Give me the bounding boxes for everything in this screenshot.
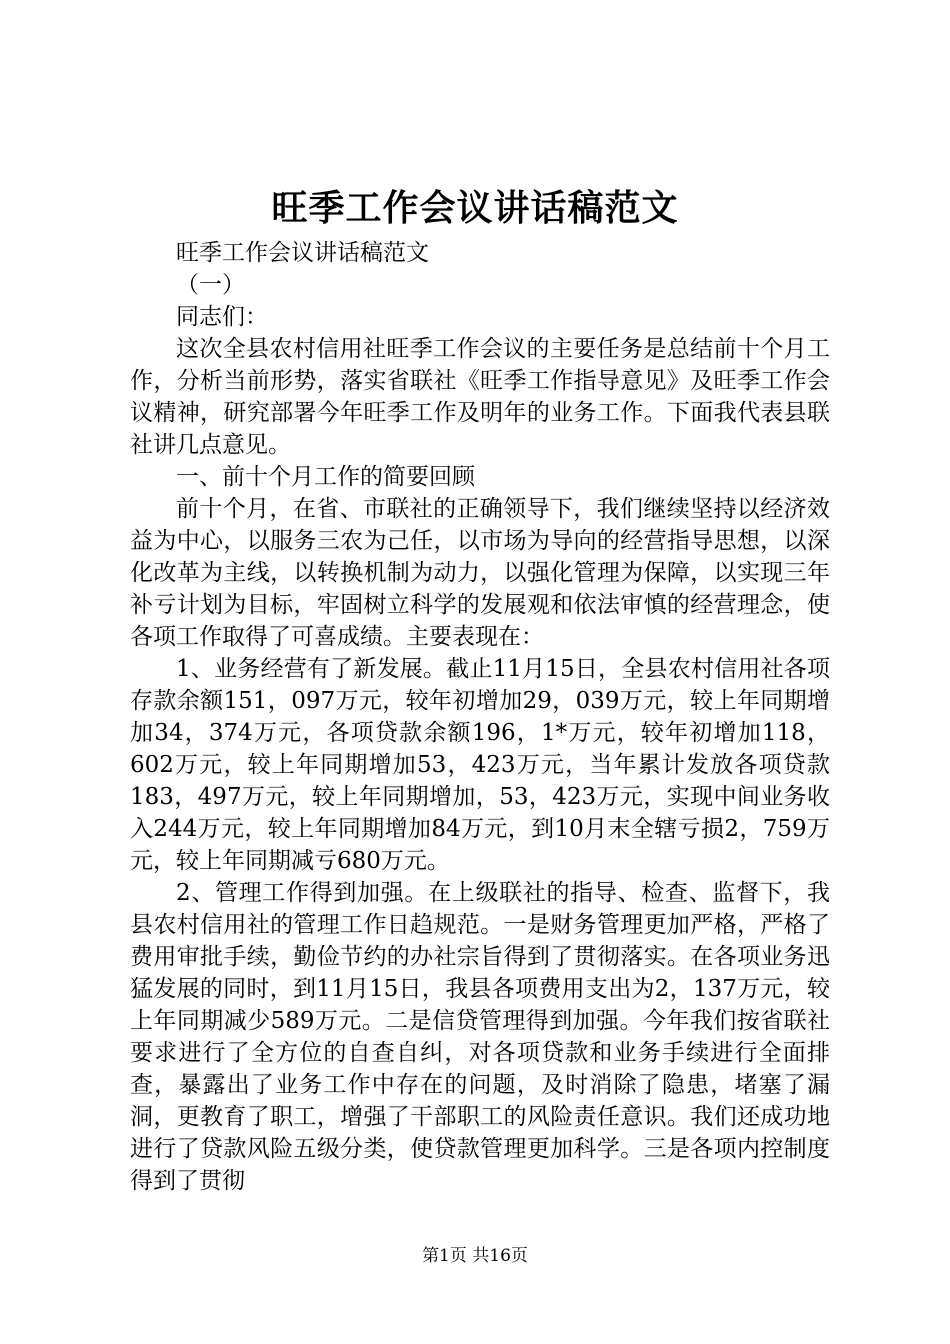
paragraph-review-summary: 前十个月，在省、市联社的正确领导下，我们继续坚持以经济效益为中心，以服务三农为己任，以市场为导向的经营指导思想，以深化改革为主线，以转换机制为动力，以强化管理为保障，以实现三年补亏计划为目标，牢固树立科学的发展观和依法审慎的经营理念，使各项工作取得了可喜成绩。主要表现在： (130, 496, 830, 650)
paragraph-intro: 这次全县农村信用社旺季工作会议的主要任务是总结前十个月工作，分析当前形势，落实省联社《旺季工作指导意见》及旺季工作会议精神，研究部署今年旺季工作及明年的业务工作。下面我代表县联社讲几点意见。 (130, 336, 830, 458)
document-body (130, 237, 830, 1197)
document-title: 旺季工作会议讲话稿范文 (271, 187, 679, 229)
paragraph-business-development: 1、业务经营有了新发展。截止11月15日，全县农村信用社各项存款余额151，097万元，较年初增加29，039万元，较上年同期增加34，374万元，各项贷款余额196，1*万元，较年初增加118，602万元，较上年同期增加53，423万元，当年累计发放各项贷款183，497万元，较上年同期增加，53，423万元，实现中间业务收入244万元，较上年同期增加84万元，到10月末全辖亏损2，759万元，较上年同期减亏680万元。 (130, 656, 830, 874)
paragraph-salutation: 同志们： (176, 304, 268, 330)
page-footer: 第1页 共16页 (422, 1246, 528, 1266)
paragraph-subtitle: 旺季工作会议讲话稿范文 (176, 240, 429, 266)
paragraph-management-strengthened: 2、管理工作得到加强。在上级联社的指导、检查、监督下，我县农村信用社的管理工作日趋规范。一是财务管理更加严格，严格了费用审批手续，勤俭节约的办社宗旨得到了贯彻落实。在各项业务迅猛发展的同时，到11月15日，我县各项费用支出为2，137万元，较上年同期减少589万元。二是信贷管理得到加强。今年我们按省联社要求进行了全方位的自查自纠，对各项贷款和业务手续进行全面排查，暴露出了业务工作中存在的问题，及时消除了隐患，堵塞了漏洞，更教育了职工，增强了干部职工的风险责任意识。我们还成功地进行了贷款风险五级分类，使贷款管理更加科学。三是各项内控制度得到了贯彻 (130, 880, 830, 1194)
paragraph-heading-review: 一、前十个月工作的简要回顾 (176, 464, 475, 490)
paragraph-section-number: （一） (176, 272, 245, 298)
